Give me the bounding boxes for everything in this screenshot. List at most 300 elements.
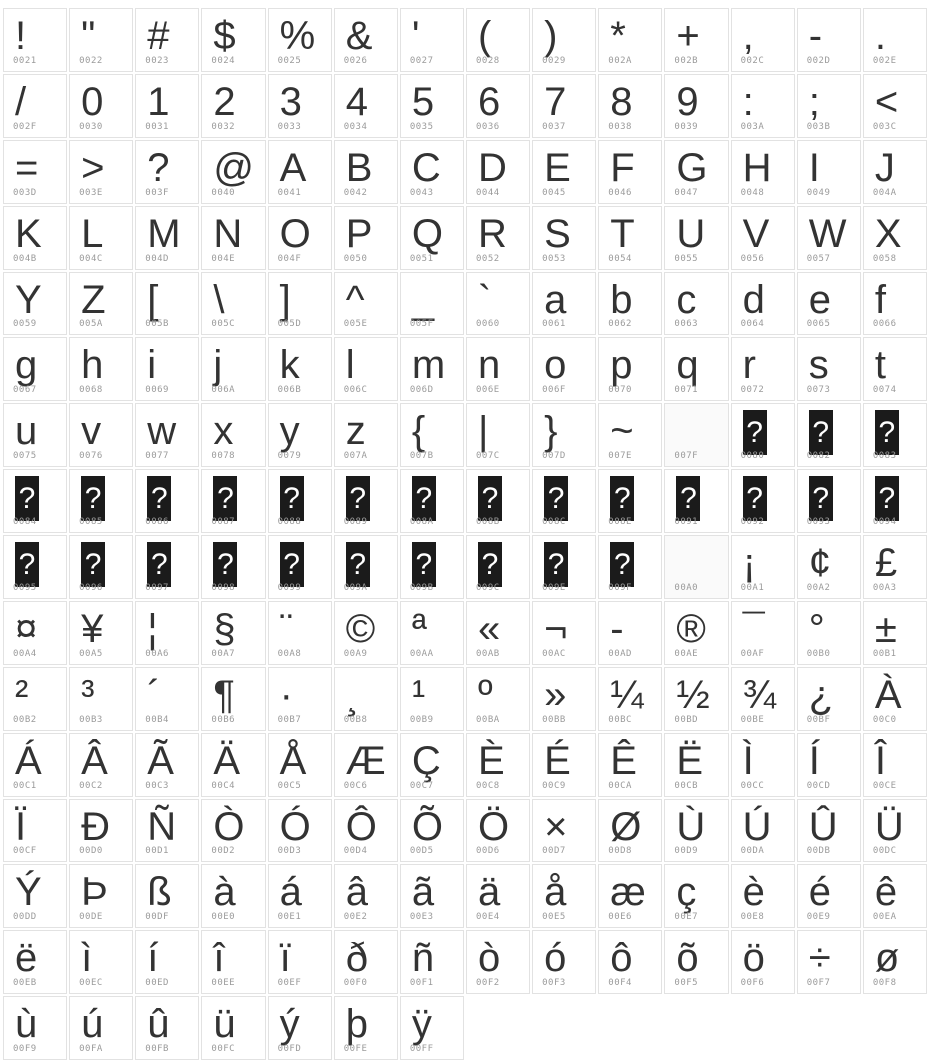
glyph-cell[interactable] — [69, 140, 133, 204]
glyph-cell[interactable] — [69, 667, 133, 731]
glyph-cell[interactable] — [3, 8, 67, 72]
unicode-code-label: 00E0 — [211, 912, 236, 923]
glyph-cell[interactable] — [863, 930, 927, 994]
glyph-cell[interactable] — [201, 469, 265, 533]
glyph-cell[interactable] — [400, 8, 464, 72]
glyph-cell[interactable] — [400, 140, 464, 204]
glyph: ` — [478, 277, 492, 322]
glyph-cell[interactable] — [797, 930, 861, 994]
glyph-cell[interactable] — [69, 206, 133, 270]
glyph-cell[interactable] — [731, 206, 795, 270]
glyph: « — [478, 606, 501, 651]
glyph-cell[interactable] — [3, 337, 67, 401]
glyph-cell[interactable] — [3, 799, 67, 863]
unicode-code-label: 0077 — [145, 451, 169, 462]
glyph-cell[interactable] — [3, 930, 67, 994]
glyph-cell[interactable] — [598, 469, 662, 533]
glyph: Í — [808, 738, 820, 783]
glyph-cell[interactable] — [69, 469, 133, 533]
glyph-cell[interactable] — [863, 74, 927, 138]
unicode-code-label: 00C5 — [277, 780, 302, 791]
glyph: î — [213, 936, 225, 981]
glyph-cell[interactable] — [201, 864, 265, 928]
glyph-cell[interactable] — [598, 272, 662, 336]
glyph-cell[interactable] — [135, 8, 199, 72]
glyph-cell[interactable] — [731, 733, 795, 797]
glyph-cell[interactable] — [268, 930, 332, 994]
glyph: ? — [81, 476, 105, 521]
unicode-code-label: 00C0 — [872, 714, 897, 725]
glyph-cell[interactable] — [598, 74, 662, 138]
glyph-cell[interactable] — [268, 469, 332, 533]
glyph-cell[interactable] — [334, 74, 398, 138]
glyph: ~ — [610, 409, 634, 454]
glyph: J — [874, 145, 895, 190]
glyph-cell[interactable] — [135, 996, 199, 1060]
glyph-cell[interactable] — [466, 733, 530, 797]
glyph-cell[interactable] — [532, 667, 596, 731]
glyph-cell[interactable] — [466, 337, 530, 401]
glyph: Ã — [147, 738, 174, 783]
unicode-code-label: 00FC — [211, 1044, 236, 1054]
glyph-cell[interactable] — [731, 272, 795, 336]
unicode-code-label: 0040 — [211, 187, 236, 198]
glyph-cell[interactable] — [135, 601, 199, 665]
unicode-code-label: 0072 — [740, 385, 765, 396]
glyph-cell[interactable] — [268, 799, 332, 863]
unicode-code-label: 00E7 — [674, 912, 699, 923]
glyph-cell[interactable] — [268, 8, 332, 72]
glyph-cell[interactable] — [3, 667, 67, 731]
unicode-code-label: 00CD — [806, 780, 831, 791]
unicode-code-label: 0059 — [13, 319, 37, 330]
glyph-cell[interactable] — [69, 864, 133, 928]
glyph: × — [544, 804, 568, 849]
glyph: , — [742, 14, 754, 58]
glyph-cell[interactable] — [731, 8, 795, 72]
glyph-cell[interactable] — [797, 535, 861, 599]
glyph-cell[interactable] — [135, 733, 199, 797]
unicode-code-label: 00DF — [145, 912, 169, 923]
glyph-cell[interactable] — [797, 206, 861, 270]
glyph-cell[interactable] — [797, 864, 861, 928]
glyph: ? — [147, 145, 170, 190]
glyph-cell[interactable] — [466, 8, 530, 72]
unicode-code-label: 00AB — [476, 648, 500, 659]
unicode-code-label: 00CA — [608, 780, 632, 791]
glyph-cell[interactable] — [664, 930, 728, 994]
glyph-cell[interactable] — [201, 601, 265, 665]
unicode-code-label: 002C — [740, 55, 765, 66]
glyph-cell[interactable] — [863, 8, 927, 72]
glyph-cell[interactable] — [532, 930, 596, 994]
unicode-code-label: 0061 — [542, 319, 566, 330]
glyph-cell[interactable] — [201, 206, 265, 270]
glyph-cell[interactable] — [731, 930, 795, 994]
glyph: ´ — [147, 672, 161, 717]
glyph: ? — [280, 476, 304, 521]
glyph: Ö — [478, 804, 510, 849]
glyph-cell[interactable] — [532, 469, 596, 533]
glyph-cell[interactable] — [135, 403, 199, 467]
glyph-cell[interactable] — [731, 337, 795, 401]
glyph-cell[interactable] — [797, 733, 861, 797]
unicode-code-label: 0022 — [79, 55, 103, 66]
glyph-cell[interactable] — [598, 667, 662, 731]
glyph-cell[interactable] — [731, 535, 795, 599]
glyph-cell[interactable] — [598, 140, 662, 204]
glyph-cell[interactable] — [664, 206, 728, 270]
glyph-cell[interactable] — [731, 601, 795, 665]
glyph-cell[interactable] — [797, 403, 861, 467]
glyph-cell[interactable] — [532, 272, 596, 336]
glyph-cell[interactable] — [3, 272, 67, 336]
glyph-cell[interactable] — [664, 864, 728, 928]
glyph-cell[interactable] — [863, 601, 927, 665]
glyph: > — [81, 145, 105, 190]
glyph-cell[interactable] — [400, 206, 464, 270]
glyph-cell[interactable] — [3, 206, 67, 270]
glyph-cell[interactable] — [135, 74, 199, 138]
glyph-cell[interactable] — [532, 403, 596, 467]
glyph-cell[interactable] — [201, 74, 265, 138]
glyph-cell[interactable] — [334, 864, 398, 928]
glyph-cell[interactable] — [664, 140, 728, 204]
glyph-cell[interactable] — [135, 469, 199, 533]
glyph-cell[interactable] — [334, 337, 398, 401]
glyph-cell[interactable] — [400, 535, 464, 599]
glyph-cell[interactable] — [69, 996, 133, 1060]
glyph-cell[interactable] — [466, 272, 530, 336]
glyph-cell[interactable] — [135, 799, 199, 863]
glyph-cell[interactable] — [69, 601, 133, 665]
glyph-cell[interactable] — [268, 140, 332, 204]
glyph-cell[interactable] — [268, 272, 332, 336]
glyph-cell[interactable] — [400, 733, 464, 797]
unicode-code-label: 00D4 — [343, 846, 368, 857]
unicode-code-label: 00DC — [872, 846, 897, 857]
glyph-cell[interactable] — [268, 733, 332, 797]
glyph-cell[interactable] — [400, 930, 464, 994]
glyph-cell[interactable] — [69, 733, 133, 797]
glyph-cell[interactable] — [69, 8, 133, 72]
glyph-cell[interactable] — [466, 864, 530, 928]
glyph-cell[interactable] — [664, 667, 728, 731]
glyph-cell[interactable] — [400, 403, 464, 467]
glyph-cell[interactable] — [466, 403, 530, 467]
glyph-cell[interactable] — [532, 74, 596, 138]
glyph: f — [874, 277, 886, 322]
glyph-cell[interactable] — [466, 535, 530, 599]
glyph: G — [676, 145, 708, 190]
glyph-cell[interactable] — [532, 733, 596, 797]
glyph-cell[interactable] — [3, 403, 67, 467]
glyph-cell[interactable] — [598, 930, 662, 994]
glyph-cell[interactable] — [334, 601, 398, 665]
glyph-cell[interactable] — [201, 403, 265, 467]
glyph-cell[interactable] — [598, 535, 662, 599]
glyph-cell[interactable] — [863, 733, 927, 797]
glyph: ð — [345, 936, 368, 981]
glyph-cell[interactable] — [466, 469, 530, 533]
glyph: M — [147, 211, 181, 256]
glyph-cell[interactable] — [334, 8, 398, 72]
glyph: o — [544, 343, 567, 388]
glyph-cell[interactable] — [797, 799, 861, 863]
glyph-cell[interactable] — [598, 403, 662, 467]
glyph: é — [808, 870, 831, 915]
glyph: B — [345, 145, 373, 190]
glyph: | — [478, 409, 489, 454]
glyph-cell[interactable] — [334, 799, 398, 863]
glyph-cell[interactable] — [532, 8, 596, 72]
glyph-cell[interactable] — [863, 799, 927, 863]
glyph-cell[interactable] — [334, 996, 398, 1060]
glyph-cell[interactable] — [863, 469, 927, 533]
glyph: Ê — [610, 738, 637, 783]
unicode-code-label: 00BE — [740, 714, 765, 725]
glyph: £ — [874, 541, 898, 585]
unicode-code-label: 00A8 — [277, 648, 302, 659]
glyph-cell[interactable] — [731, 799, 795, 863]
glyph-cell[interactable] — [664, 74, 728, 138]
glyph: h — [81, 343, 104, 388]
glyph-cell[interactable] — [400, 74, 464, 138]
glyph-cell[interactable] — [664, 403, 728, 467]
glyph-cell[interactable] — [797, 601, 861, 665]
glyph-cell[interactable] — [3, 74, 67, 138]
glyph: P — [345, 211, 373, 256]
glyph-cell[interactable] — [268, 864, 332, 928]
glyph-cell[interactable] — [201, 535, 265, 599]
glyph: ' — [411, 14, 420, 58]
glyph-cell[interactable] — [664, 8, 728, 72]
glyph-cell[interactable] — [201, 996, 265, 1060]
glyph-cell[interactable] — [863, 667, 927, 731]
glyph-cell[interactable] — [334, 535, 398, 599]
glyph-cell[interactable] — [135, 864, 199, 928]
glyph-cell[interactable] — [466, 140, 530, 204]
glyph-cell[interactable] — [3, 469, 67, 533]
glyph: Î — [874, 738, 886, 783]
glyph-cell[interactable] — [268, 403, 332, 467]
glyph-cell[interactable] — [400, 667, 464, 731]
glyph-cell[interactable] — [334, 403, 398, 467]
glyph: ? — [346, 542, 370, 587]
unicode-code-label: 00B8 — [343, 714, 368, 725]
glyph-cell[interactable] — [532, 601, 596, 665]
glyph-cell[interactable] — [400, 996, 464, 1060]
glyph-cell[interactable] — [532, 140, 596, 204]
glyph-cell[interactable] — [664, 535, 728, 599]
glyph-cell[interactable] — [268, 206, 332, 270]
glyph-cell[interactable] — [334, 272, 398, 336]
unicode-code-label: 007A — [343, 451, 368, 462]
unicode-code-label: 0096 — [79, 582, 103, 593]
unicode-code-label: 008A — [409, 517, 434, 527]
glyph-cell[interactable] — [135, 930, 199, 994]
glyph: » — [544, 672, 567, 717]
glyph: ¤ — [15, 606, 38, 651]
glyph-cell[interactable] — [334, 469, 398, 533]
unicode-code-label: 00FF — [409, 1044, 434, 1054]
glyph-cell[interactable] — [3, 864, 67, 928]
glyph: ° — [808, 606, 825, 651]
glyph-cell[interactable] — [334, 140, 398, 204]
glyph-cell[interactable] — [201, 733, 265, 797]
glyph-cell[interactable] — [532, 799, 596, 863]
glyph-cell[interactable] — [466, 74, 530, 138]
glyph-cell[interactable] — [466, 206, 530, 270]
glyph-cell[interactable] — [598, 206, 662, 270]
glyph-cell[interactable] — [797, 469, 861, 533]
glyph-cell[interactable] — [334, 667, 398, 731]
glyph-cell[interactable] — [334, 930, 398, 994]
glyph-cell[interactable] — [268, 996, 332, 1060]
unicode-code-label: 0085 — [79, 517, 103, 527]
glyph-cell[interactable] — [731, 864, 795, 928]
glyph-cell[interactable] — [532, 337, 596, 401]
unicode-code-label: 0064 — [740, 319, 765, 330]
glyph-cell[interactable] — [400, 601, 464, 665]
glyph-cell[interactable] — [532, 864, 596, 928]
glyph: ç — [676, 870, 697, 915]
glyph-cell[interactable] — [135, 337, 199, 401]
glyph-cell[interactable] — [664, 469, 728, 533]
glyph-cell[interactable] — [598, 799, 662, 863]
unicode-code-label: 009A — [343, 582, 368, 593]
glyph: + — [676, 14, 700, 58]
glyph-cell[interactable] — [334, 206, 398, 270]
glyph-cell[interactable] — [863, 206, 927, 270]
glyph-cell[interactable] — [201, 799, 265, 863]
glyph: ª — [411, 606, 427, 651]
glyph-cell[interactable] — [268, 667, 332, 731]
unicode-code-label: 006A — [211, 385, 236, 396]
glyph: % — [279, 14, 316, 58]
glyph-cell[interactable] — [466, 930, 530, 994]
glyph-cell[interactable] — [69, 403, 133, 467]
glyph-cell[interactable] — [863, 337, 927, 401]
glyph-cell[interactable] — [598, 601, 662, 665]
glyph: ¬ — [544, 606, 568, 651]
glyph-cell[interactable] — [664, 733, 728, 797]
glyph-cell[interactable] — [201, 337, 265, 401]
glyph-cell[interactable] — [201, 8, 265, 72]
glyph-cell[interactable] — [3, 535, 67, 599]
unicode-code-label: 00E8 — [740, 912, 765, 923]
glyph-cell[interactable] — [400, 864, 464, 928]
glyph: ? — [743, 476, 767, 521]
glyph-cell[interactable] — [135, 140, 199, 204]
glyph-cell[interactable] — [863, 535, 927, 599]
glyph-cell[interactable] — [135, 272, 199, 336]
unicode-code-label: 005F — [409, 319, 434, 330]
glyph: û — [147, 1002, 170, 1047]
glyph-cell[interactable] — [268, 535, 332, 599]
unicode-code-label: 00BD — [674, 714, 699, 725]
glyph-cell[interactable] — [797, 8, 861, 72]
unicode-code-label: 003D — [13, 187, 37, 198]
glyph-cell[interactable] — [731, 140, 795, 204]
unicode-code-label: 00A9 — [343, 648, 368, 659]
glyph-cell[interactable] — [201, 930, 265, 994]
glyph-cell[interactable] — [334, 733, 398, 797]
glyph-cell[interactable] — [863, 272, 927, 336]
glyph-cell[interactable] — [532, 206, 596, 270]
glyph-cell[interactable] — [400, 799, 464, 863]
glyph-cell[interactable] — [400, 272, 464, 336]
glyph-cell[interactable] — [135, 206, 199, 270]
glyph-cell[interactable] — [3, 601, 67, 665]
glyph-cell[interactable] — [532, 535, 596, 599]
glyph-cell[interactable] — [3, 140, 67, 204]
glyph-cell[interactable] — [69, 930, 133, 994]
glyph-cell[interactable] — [400, 469, 464, 533]
glyph-cell[interactable] — [598, 8, 662, 72]
glyph-cell[interactable] — [69, 799, 133, 863]
glyph-cell[interactable] — [664, 337, 728, 401]
glyph-cell[interactable] — [797, 74, 861, 138]
glyph-cell[interactable] — [3, 733, 67, 797]
glyph: C — [411, 145, 441, 190]
glyph-cell[interactable] — [797, 140, 861, 204]
glyph-cell[interactable] — [3, 996, 67, 1060]
glyph-cell[interactable] — [268, 601, 332, 665]
glyph-cell[interactable] — [731, 667, 795, 731]
glyph-cell[interactable] — [466, 667, 530, 731]
glyph-cell[interactable] — [69, 74, 133, 138]
glyph: ? — [346, 476, 370, 521]
glyph-cell[interactable] — [664, 272, 728, 336]
glyph-cell[interactable] — [201, 272, 265, 336]
glyph-cell[interactable] — [69, 272, 133, 336]
glyph-cell[interactable] — [863, 140, 927, 204]
glyph-cell[interactable] — [797, 337, 861, 401]
glyph-cell[interactable] — [863, 864, 927, 928]
unicode-code-label: 00D8 — [608, 846, 632, 857]
glyph: @ — [213, 145, 255, 190]
glyph-cell[interactable] — [797, 667, 861, 731]
glyph-cell[interactable] — [731, 403, 795, 467]
glyph-cell[interactable] — [466, 799, 530, 863]
glyph-cell[interactable] — [598, 733, 662, 797]
unicode-code-label: 00C4 — [211, 780, 236, 791]
glyph-cell[interactable] — [466, 601, 530, 665]
glyph-cell[interactable] — [268, 74, 332, 138]
glyph-cell[interactable] — [863, 403, 927, 467]
glyph-cell[interactable] — [400, 337, 464, 401]
glyph-cell[interactable] — [201, 140, 265, 204]
glyph-cell[interactable] — [598, 337, 662, 401]
glyph-cell[interactable] — [69, 535, 133, 599]
glyph-cell[interactable] — [797, 272, 861, 336]
unicode-code-label: 0067 — [13, 385, 37, 396]
glyph-cell[interactable] — [731, 74, 795, 138]
glyph-cell[interactable] — [135, 535, 199, 599]
glyph-cell[interactable] — [69, 337, 133, 401]
glyph-cell[interactable] — [268, 337, 332, 401]
glyph-cell[interactable] — [664, 601, 728, 665]
glyph-cell[interactable] — [598, 864, 662, 928]
glyph-cell[interactable] — [731, 469, 795, 533]
unicode-code-label: 00EC — [79, 978, 103, 989]
glyph-cell[interactable] — [135, 667, 199, 731]
glyph: w — [147, 409, 177, 454]
unicode-code-label: 00C6 — [343, 780, 368, 791]
glyph-cell[interactable] — [201, 667, 265, 731]
glyph-cell[interactable] — [664, 799, 728, 863]
